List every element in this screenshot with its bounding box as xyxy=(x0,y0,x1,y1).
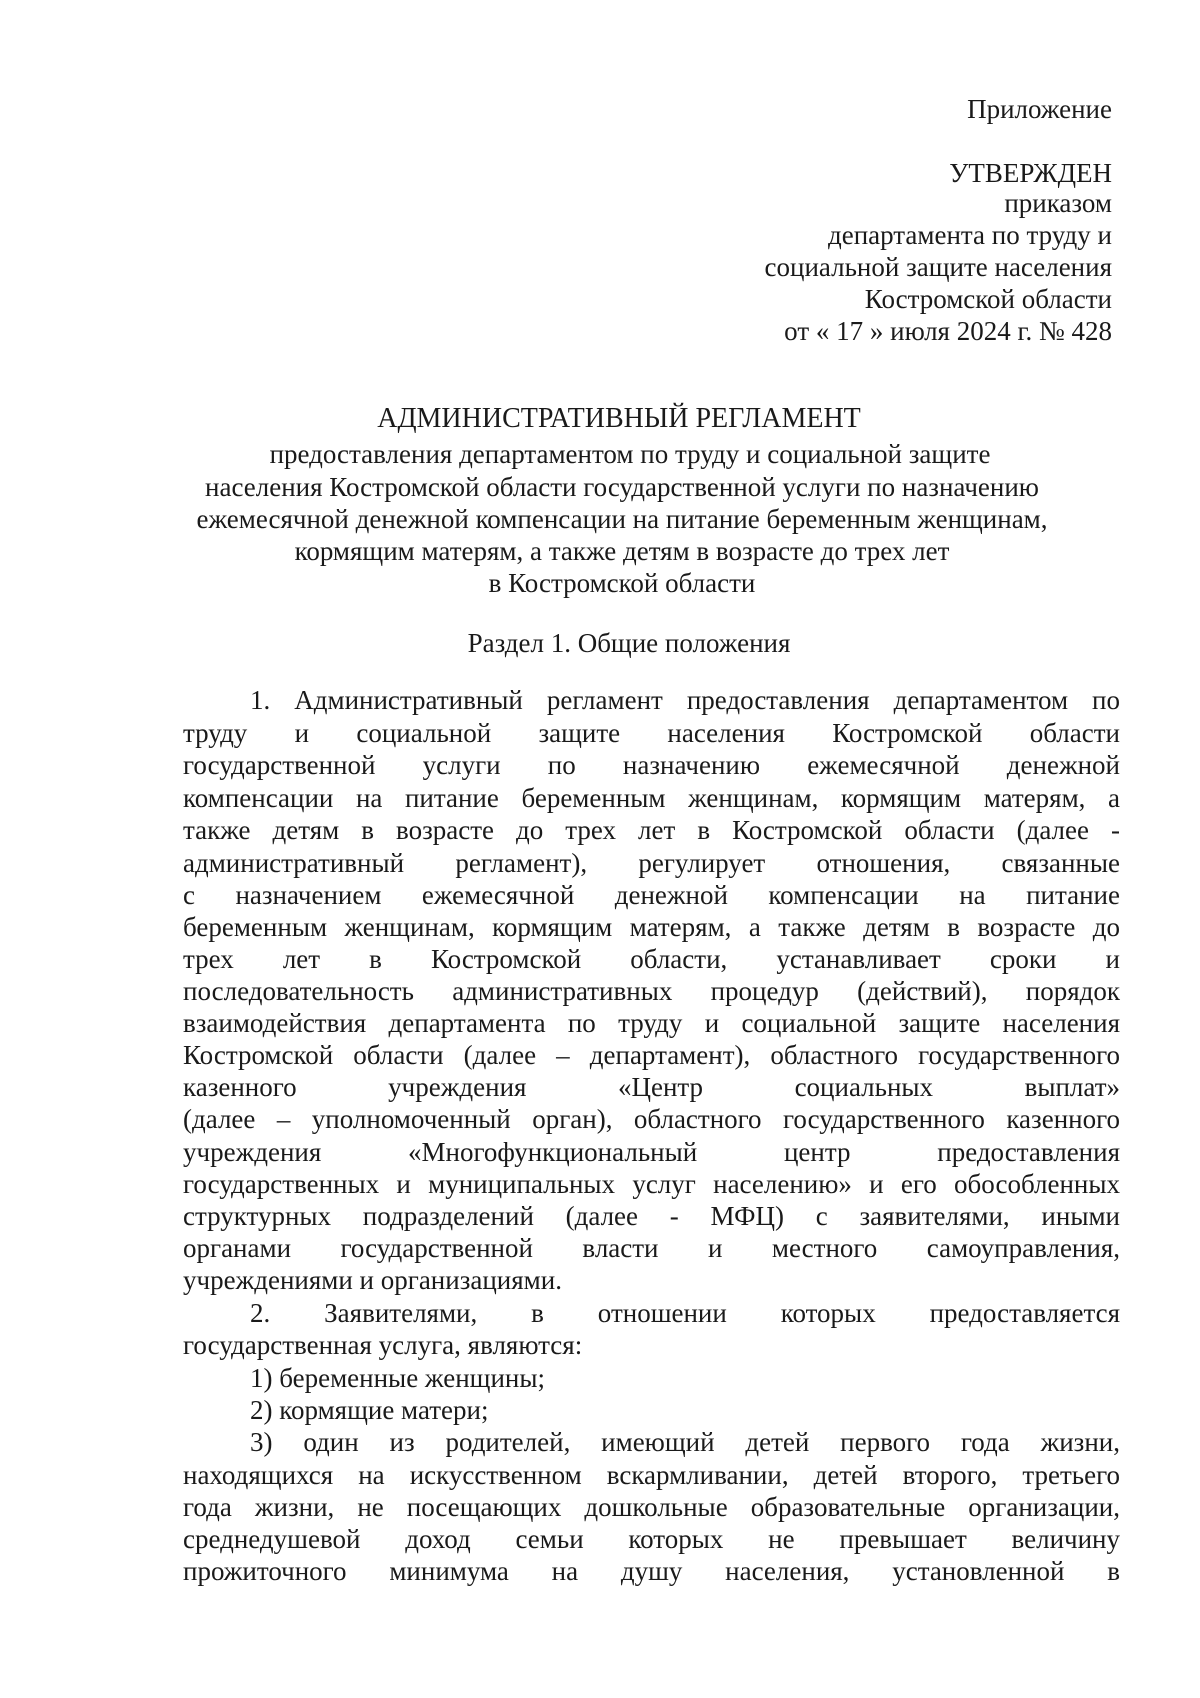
paragraph-line: 1. Административный регламент предоставления департаментом по xyxy=(250,685,1120,715)
paragraph-line: находящихся на искусственном вскармливании, детей второго, третьего xyxy=(183,1460,1120,1490)
section-heading: Раздел 1. Общие положения xyxy=(467,628,791,658)
paragraph-line: года жизни, не посещающих дошкольные образовательные организации, xyxy=(183,1492,1120,1522)
paragraph-line: учреждения «Многофункциональный центр предоставления xyxy=(183,1137,1120,1167)
paragraph-line: структурных подразделений (далее - МФЦ) с заявителями, иными xyxy=(183,1201,1120,1231)
list-item: 1) беременные женщины; xyxy=(250,1363,545,1393)
paragraph-line: (далее – уполномоченный орган), областного государственного казенного xyxy=(183,1104,1120,1134)
list-item: 2) кормящие матери; xyxy=(250,1395,489,1425)
title-subline: ежемесячной денежной компенсации на питание беременным женщинам, xyxy=(196,504,1048,534)
paragraph-line: учреждениями и организациями. xyxy=(183,1265,562,1295)
paragraph-line: среднедушевой доход семьи которых не превышает величину xyxy=(183,1524,1120,1554)
paragraph-line: с назначением ежемесячной денежной компенсации на питание xyxy=(183,880,1120,910)
paragraph-line: также детям в возрасте до трех лет в Костромской области (далее - xyxy=(183,815,1120,845)
approval-line: Костромской области xyxy=(864,284,1112,314)
paragraph-line: труду и социальной защите населения Костромской области xyxy=(183,718,1120,748)
title-subline: кормящим матерям, а также детям в возрасте до трех лет xyxy=(294,536,950,566)
paragraph-line: органами государственной власти и местного самоуправления, xyxy=(183,1233,1120,1263)
title-subline: населения Костромской области государственной услуги по назначению xyxy=(205,472,1039,502)
paragraph-line: государственная услуга, являются: xyxy=(183,1330,583,1360)
paragraph-line: прожиточного минимума на душу населения, установленной в xyxy=(183,1556,1120,1586)
paragraph-line: административный регламент), регулирует отношения, связанные xyxy=(183,848,1120,878)
paragraph-line: трех лет в Костромской области, устанавливает сроки и xyxy=(183,944,1120,974)
paragraph-line: казенного учреждения «Центр социальных выплат» xyxy=(183,1072,1120,1102)
approval-line: от « 17 » июля 2024 г. № 428 xyxy=(784,316,1112,346)
list-item: 3) один из родителей, имеющий детей первого года жизни, xyxy=(250,1427,1120,1457)
title-subline: предоставления департаментом по труду и социальной защите xyxy=(269,439,991,469)
approval-line: департамента по труду и xyxy=(827,220,1112,250)
paragraph-line: 2. Заявителями, в отношении которых предоставляется xyxy=(250,1298,1120,1328)
appendix-label: Приложение xyxy=(967,94,1112,124)
approval-line: приказом xyxy=(1004,188,1112,218)
approved-label: УТВЕРЖДЕН xyxy=(949,158,1112,188)
paragraph-line: Костромской области (далее – департамент), областного государственного xyxy=(183,1040,1120,1070)
paragraph-line: компенсации на питание беременным женщинам, кормящим матерям, а xyxy=(183,783,1120,813)
approval-line: социальной защите населения xyxy=(764,252,1112,282)
paragraph-line: государственной услуги по назначению ежемесячной денежной xyxy=(183,750,1120,780)
paragraph-line: государственных и муниципальных услуг населению» и его обособленных xyxy=(183,1169,1120,1199)
title-subline: в Костромской области xyxy=(488,568,756,598)
paragraph-line: взаимодействия департамента по труду и социальной защите населения xyxy=(183,1008,1120,1038)
paragraph-line: беременным женщинам, кормящим матерям, а также детям в возрасте до xyxy=(183,912,1120,942)
document-title: АДМИНИСТРАТИВНЫЙ РЕГЛАМЕНТ xyxy=(377,403,861,434)
paragraph-line: последовательность административных процедур (действий), порядок xyxy=(183,976,1120,1006)
